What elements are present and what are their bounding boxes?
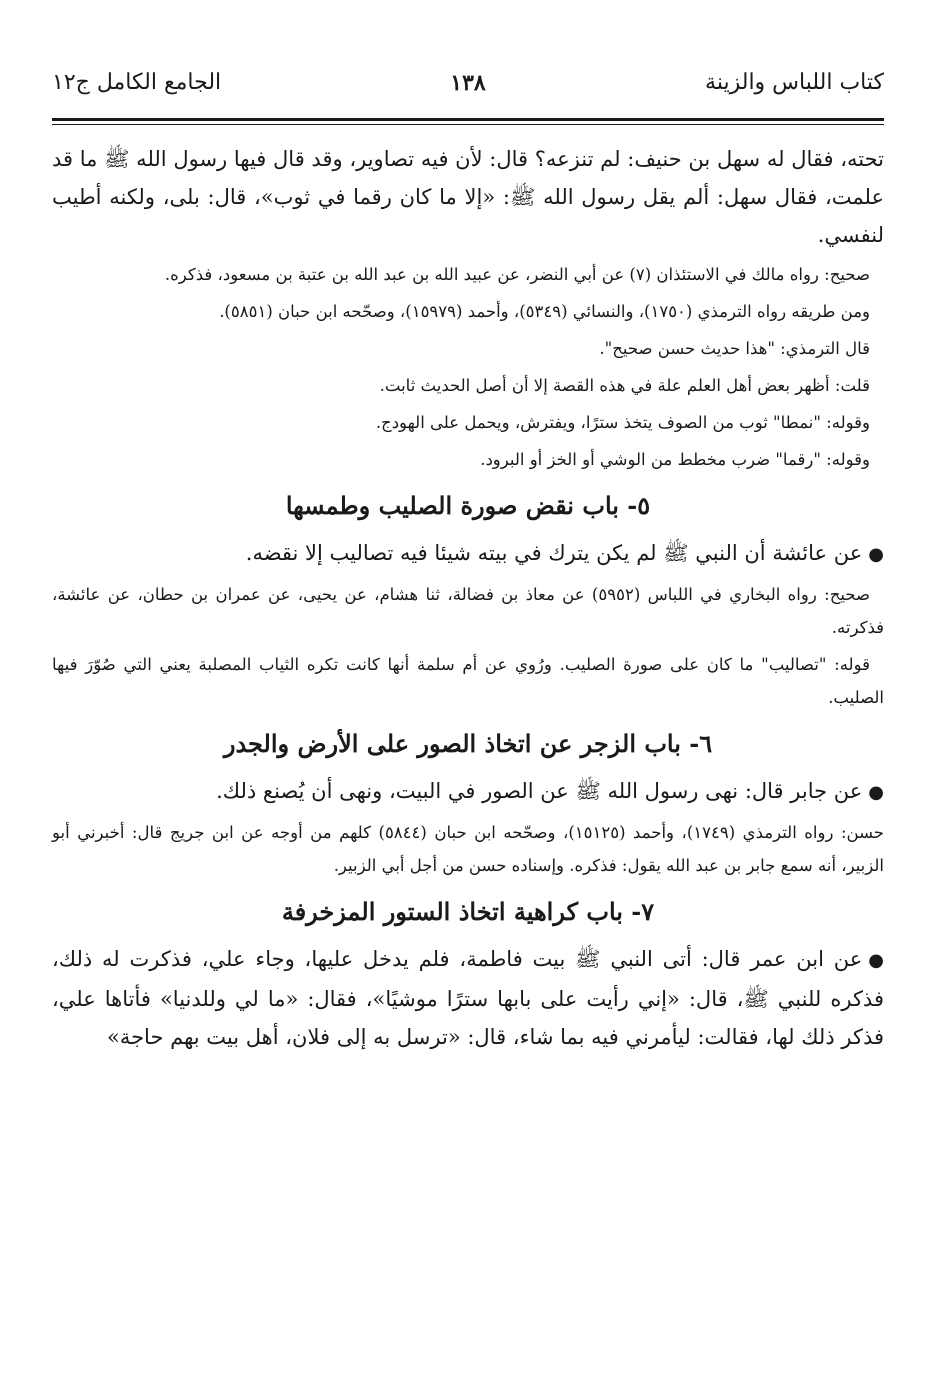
takhrij-note: صحيح: رواه البخاري في اللباس (٥٩٥٢) عن معاذ بن فضالة، ثنا هشام، عن يحيى، عن عمران بن حطان، عن عائشة، فذكرته. — [52, 585, 884, 637]
takhrij-note: حسن: رواه الترمذي (١٧٤٩)، وأحمد (١٥١٢٥)، وصحّحه ابن حبان (٥٨٤٤) كلهم من أوجه عن ابن جريج قال: أخبرني أبو الزبير، أنه سمع جابر بن عبد الله يقول: فذكره. وإسناده حسن من أجل أبي الزبير. — [52, 823, 884, 875]
hadith-entry — [52, 940, 884, 1056]
commentary-note: قلت: أظهر بعض أهل العلم علة في هذه القصة إلا أن أصل الحديث ثابت. — [379, 376, 870, 395]
book-title: كتاب اللباس والزينة — [705, 70, 884, 95]
commentary-note: قال الترمذي: "هذا حديث حسن صحيح". — [599, 339, 870, 358]
header-rule-thick — [52, 118, 884, 121]
bullet-icon: ● — [868, 782, 884, 803]
hadith-text: عن ابن عمر قال: أتى النبي ﷺ بيت فاطمة، فلم يدخل عليها، وجاء علي، فذكرت له ذلك، فذكره للنبي ﷺ، قال: «إني رأيت على بابها سترًا موشيًا»، فقال: «ما لي وللدنيا» فأتاها علي، فذكر ذلك لها، فقالت: ليأمرني فيه بما شاء، قال: «ترسل به إلى فلان، أهل بيت بهم حاجة» — [52, 947, 884, 1049]
commentary-note: قوله: "تصاليب" ما كان على صورة الصليب. ورُوي عن أم سلمة أنها كانت تكره الثياب المصلبة يعني التي صُوّرَ فيها الصليب. — [52, 655, 884, 707]
page-header — [52, 70, 884, 110]
chapter-heading: ٧- باب كراهية اتخاذ الستور المزخرفة — [281, 897, 655, 926]
commentary-note: وقوله: "نمطا" ثوب من الصوف يتخذ سترًا، ويفترش، ويحمل على الهودج. — [375, 413, 870, 432]
page-number: ١٣٨ — [450, 70, 486, 96]
bullet-icon: ● — [868, 544, 884, 565]
hadith-text: عن جابر قال: نهى رسول الله ﷺ عن الصور في البيت، ونهى أن يُصنع ذلك. — [216, 779, 863, 803]
hadith-text: عن عائشة أن النبي ﷺ لم يكن يترك في بيته شيئا فيه تصاليب إلا نقضه. — [245, 541, 863, 565]
page-body — [52, 140, 884, 1060]
takhrij-note: ومن طريقه رواه الترمذي (١٧٥٠)، والنسائي (٥٣٤٩)، وأحمد (١٥٩٧٩)، وصحّحه ابن حبان (٥٨٥١). — [219, 302, 870, 321]
header-rule-thin — [52, 124, 884, 125]
volume-title: الجامع الكامل ج١٢ — [52, 70, 222, 95]
hadith-entry — [52, 534, 884, 574]
chapter-heading: ٦- باب الزجر عن اتخاذ الصور على الأرض والجدر — [223, 729, 713, 758]
chapter-heading: ٥- باب نقض صورة الصليب وطمسها — [285, 491, 651, 520]
takhrij-note: صحيح: رواه مالك في الاستئذان (٧) عن أبي النضر، عن عبيد الله بن عبد الله بن عتبة بن مسعود، فذكره. — [164, 265, 870, 284]
hadith-entry — [52, 772, 884, 812]
commentary-note: وقوله: "رقما" ضرب مخطط من الوشي أو الخز أو البرود. — [480, 450, 870, 469]
hadith-text: تحته، فقال له سهل بن حنيف: لم تنزعه؟ قال: لأن فيه تصاوير، وقد قال فيها رسول الله ﷺ ما قد علمت، فقال سهل: ألم يقل رسول الله ﷺ: «إلا ما كان رقما في ثوب»، قال: بلى، ولكنه أطيب لنفسي. — [52, 147, 884, 247]
bullet-icon: ● — [868, 950, 884, 971]
